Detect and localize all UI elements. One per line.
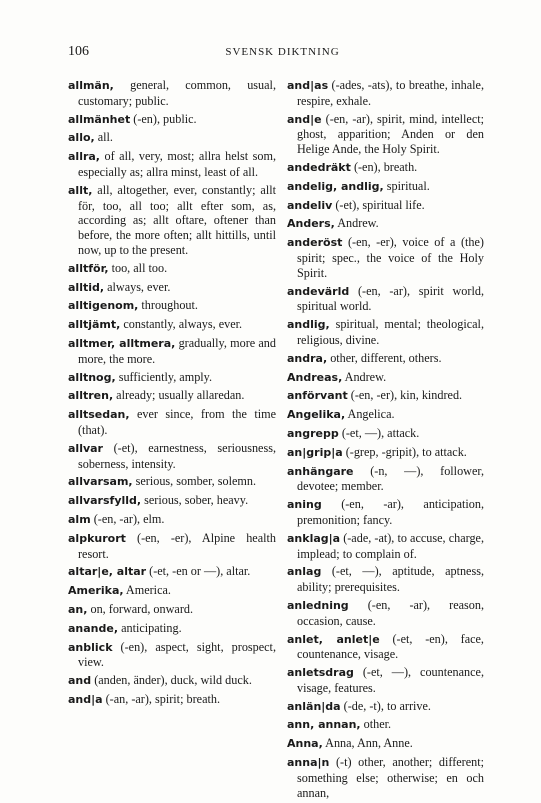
entry-definition: sufficiently, amply. [115,369,213,384]
entry-definition: (-ades, -ats), to breathe, inhale, respire, exhale. [297,78,484,108]
entry-headword: anblick [68,640,113,654]
entry-definition: (-et, -en), face, countenance, visage. [297,631,484,662]
entry-definition: (-et, -en or —), altar. [146,564,251,579]
entry-definition: always, ever. [104,279,171,294]
dictionary-entry [287,235,484,280]
dictionary-entry [287,317,484,348]
dictionary-entry [287,665,484,696]
running-title: SVENSK DIKTNING [225,46,340,58]
entry-definition: spiritual. [383,178,430,193]
dictionary-entry [68,531,276,562]
entry-headword: ann, annan, [287,718,361,732]
entry-definition: Andrew. [342,369,387,384]
dictionary-entry [287,464,484,495]
entry-headword: anlet, anlet|e [287,632,380,646]
entry-definition: ever since, from the time (that). [78,407,276,437]
dictionary-entry [68,298,276,314]
entry-definition: (-en, -ar), spirit, mind, intellect; ghost, apparition; Anden or den Helige Ande, the Holy Spirit. [297,111,484,157]
dictionary-entry [68,640,276,671]
entry-definition: (-et, —), attack. [338,425,420,440]
entry-definition: Andrew. [334,216,379,231]
entry-definition: serious, somber, solemn. [132,474,256,489]
dictionary-entry [287,531,484,562]
entry-headword: Anders, [287,217,335,231]
entry-headword: angrepp [287,426,339,440]
entry-definition: (-ade, -at), to accuse, charge, implead; to complain of. [297,530,484,561]
entry-headword: allt, [68,183,93,197]
entry-headword: and|e [287,112,322,126]
entry-headword: alltnog, [68,370,116,384]
dictionary-entry [68,673,276,689]
entry-definition: (-en, -er), kin, kindred. [347,388,463,403]
entry-headword: alltsedan, [68,408,130,422]
entry-headword: alpkurort [68,531,126,545]
entry-headword: anande, [68,621,119,635]
entry-definition: too, all too. [108,260,168,275]
dictionary-entry [287,632,484,663]
entry-definition: throughout. [138,298,198,313]
entry-definition: (-en, -ar), anticipation, premonition; fancy. [297,497,484,527]
page-number: 106 [68,44,89,59]
entry-definition: (-an, -ar), spirit; breath. [102,691,221,706]
dictionary-entry [287,598,484,629]
entry-headword: andedräkt [287,160,351,174]
entry-headword: allvarsam, [68,475,133,489]
entry-definition: (-et, —), aptitude, aptness, ability; prerequisites. [297,564,484,595]
dictionary-entry [287,216,484,232]
entry-definition: general, common, usual, customary; public. [78,78,276,108]
entry-headword: alltmer, alltmera, [68,336,176,350]
dictionary-entry [68,183,276,258]
entry-headword: Amerika, [68,584,124,598]
entry-headword: alltjämt, [68,318,121,332]
entry-definition: anticipating. [118,620,182,635]
entry-definition: America. [123,583,171,598]
entry-headword: alltför, [68,261,109,275]
dictionary-entry [287,112,484,157]
dictionary-entry [287,388,484,404]
entry-definition: (-et, —), countenance, visage, features. [297,665,484,695]
entry-headword: allvar [68,441,103,455]
dictionary-entry [68,317,276,333]
entry-headword: aning [287,498,322,512]
entry-headword: and [68,674,92,688]
dictionary-entry [68,493,276,509]
entry-headword: allra, [68,150,100,164]
dictionary-entry [287,755,484,800]
entry-definition: (anden, änder), duck, wild duck. [91,673,252,688]
entry-headword: anlän|da [287,699,341,713]
dictionary-entry [68,280,276,296]
entry-headword: anna|n [287,756,330,770]
dictionary-entry [68,407,276,438]
dictionary-entry [68,602,276,618]
entry-headword: anledning [287,598,349,612]
dictionary-entry [68,583,276,599]
entry-definition: Angelica. [345,407,395,422]
entry-definition: (-t) other, another; different; something else; otherwise; en och annan, [297,755,484,800]
entry-definition: (-en, -ar), elm. [90,511,165,526]
dictionary-entry [68,512,276,528]
entry-headword: Andreas, [287,370,343,384]
dictionary-entry [68,130,276,146]
dictionary-entry [68,474,276,490]
dictionary-entry [68,78,276,109]
entry-headword: anhängare [287,464,354,478]
entry-definition: (-en, -ar), reason, occasion, cause. [297,597,484,628]
dictionary-entry [68,621,276,637]
entry-headword: anförvant [287,389,348,403]
dictionary-entry [287,370,484,386]
dictionary-entry [287,78,484,109]
dictionary-entry [287,351,484,367]
entry-headword: andeliv [287,198,333,212]
entry-definition: (-de, -t), to arrive. [340,698,431,713]
dictionary-entry [287,284,484,315]
entry-headword: altar|e, altar [68,565,147,579]
entry-definition: (-et), spiritual life. [332,197,425,212]
entry-headword: and|as [287,79,329,92]
entry-headword: allmänhet [68,112,131,126]
entry-definition: gradually, more and more, the more. [78,335,276,366]
dictionary-entry [287,179,484,195]
dictionary-entry [68,441,276,472]
entry-definition: Anna, Ann, Anne. [322,736,413,751]
dictionary-entry [68,370,276,386]
entry-headword: alltren, [68,389,114,403]
dictionary-entry [287,160,484,176]
entry-headword: anklag|a [287,531,341,545]
entry-headword: andra, [287,351,328,365]
entry-definition: (-en, -ar), spirit world, spiritual world. [297,283,484,314]
entry-headword: andlig, [287,318,330,332]
entry-definition: on, forward, onward. [87,601,194,616]
entry-definition: serious, sober, heavy. [141,493,249,508]
entry-headword: alltigenom, [68,299,139,313]
entry-definition: (-en), public. [130,111,197,126]
dictionary-entry [287,736,484,752]
entry-definition: (-en), breath. [350,159,418,174]
dictionary-entry [287,564,484,595]
page-header [68,44,497,62]
dictionary-entry [287,407,484,423]
entry-headword: andelig, andlig, [287,179,384,193]
entry-definition: other, different, others. [327,350,442,365]
entry-headword: and|a [68,692,103,706]
entry-definition: of all, very, most; allra helst som, especially as; allra minst, least of all. [78,149,276,179]
dictionary-entry [68,112,276,128]
entry-headword: alltid, [68,280,105,294]
dictionary-entry [287,426,484,442]
entry-headword: an|grip|a [287,445,343,459]
dictionary-entry [68,336,276,367]
entry-definition: (-grep, -gripit), to attack. [342,444,467,459]
dictionary-entry [287,445,484,461]
dictionary-entry [68,564,276,580]
entry-headword: allo, [68,131,95,145]
dictionary-entry [287,497,484,528]
dictionary-entry [68,388,276,404]
entry-definition: (-en, -er), voice of a (the) spirit; spec., the voice of the Holy Spirit. [297,235,484,280]
entry-definition: other. [360,717,392,732]
entry-definition: (-en), aspect, sight, prospect, view. [78,639,276,670]
dictionary-entry [68,261,276,277]
entry-definition: (-et), earnestness, seriousness, soberness, intensity. [78,440,276,471]
entry-definition: all, altogether, ever, constantly; allt för, too, all too; allt efter som, as, according as; allt oftare, oftener than before, the more often; allt hittills, until now, up to the present. [78,182,276,257]
entry-definition: all. [94,130,113,145]
dictionary-entry [68,149,276,180]
entry-headword: an, [68,602,88,616]
entry-headword: anderöst [287,236,343,250]
entry-headword: anlag [287,565,322,579]
left-column [68,78,276,711]
entry-headword: allmän, [68,79,114,92]
right-column [287,78,484,803]
entry-definition: (-n, —), follower, devotee; member. [297,463,484,494]
entry-headword: Anna, [287,737,323,751]
entry-headword: alm [68,512,91,526]
entry-headword: allvarsfylld, [68,494,142,508]
entry-headword: anletsdrag [287,666,354,680]
dictionary-entry [287,699,484,715]
entry-definition: spiritual, mental; theological, religious, divine. [297,317,484,347]
entry-definition: already; usually allaredan. [113,388,245,403]
dictionary-entry [287,717,484,733]
entry-headword: andevärld [287,284,350,298]
entry-definition: (-en, -er), Alpine health resort. [78,530,276,561]
dictionary-entry [68,692,276,708]
dictionary-entry [287,198,484,214]
entry-headword: Angelika, [287,408,346,422]
entry-definition: constantly, always, ever. [120,317,243,332]
